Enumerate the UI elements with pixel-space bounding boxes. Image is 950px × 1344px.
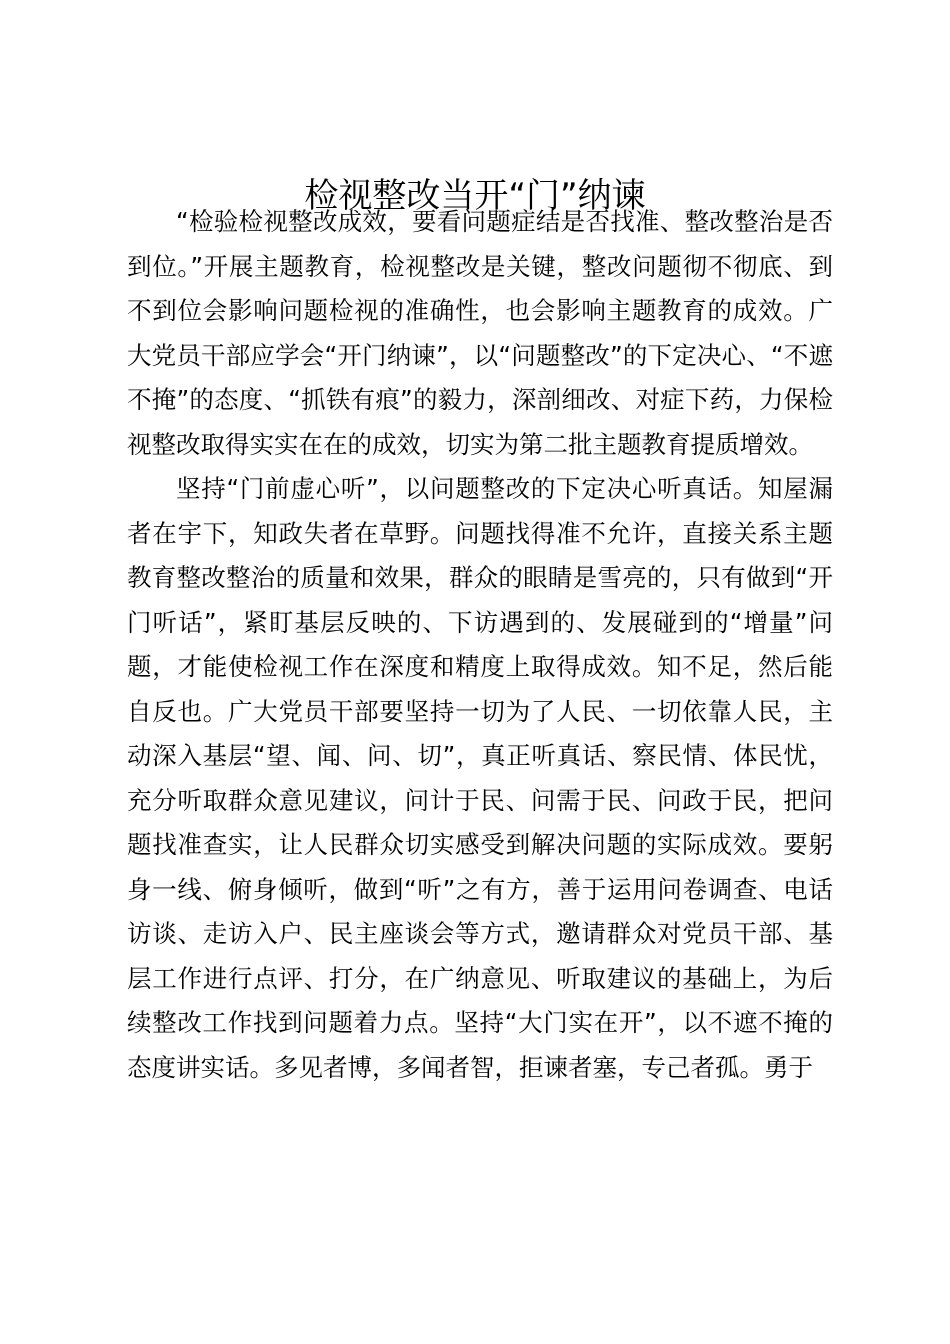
paragraph-1: “检验检视整改成效，要看问题症结是否找准、整改整治是否到位。”开展主题教育，检视整改是关键，整改问题彻不彻底、到不到位会影响问题检视的准确性，也会影响主题教育的成效。广大党员干部应学会“开门纳谏”，以“问题整改”的下定决心、“不遮不掩”的态度、“抓铁有痕”的毅力，深剖细改、对症下药，力保检视整改取得实实在在的成效，切实为第二批主题教育提质增效。 xyxy=(127,207,833,459)
paragraph-2: 坚持“门前虚心听”，以问题整改的下定决心听真话。知屋漏者在宇下，知政失者在草野。问题找得准不允许，直接关系主题教育整改整治的质量和效果，群众的眼睛是雪亮的，只有做到“开门听话”，紧盯基层反映的、下访遇到的、发展碰到的“增量”问题，才能使检视工作在深度和精度上取得成效。知不足，然后能自反也。广大党员干部要坚持一切为了人民、一切依靠人民，主动深入基层“望、闻、问、切”，真正听真话、察民情、体民忧，充分听取群众意见建议，问计于民、问需于民、问政于民，把问题找准查实，让人民群众切实感受到解决问题的实际成效。要躬身一线、俯身倾听，做到“听”之有方，善于运用问卷调查、电话访谈、走访入户、民主座谈会等方式，邀请群众对党员干部、基层工作进行点评、打分，在广纳意见、听取建议的基础上，为后续整改工作找到问题着力点。坚持“大门实在开”，以不遮不掩的态度讲实话。多见者博，多闻者智，拒谏者塞，专己者孤。勇于 xyxy=(127,474,833,1082)
document-body xyxy=(127,200,833,1090)
document-title: 检视整改当开“门”纳谏 xyxy=(304,176,646,216)
